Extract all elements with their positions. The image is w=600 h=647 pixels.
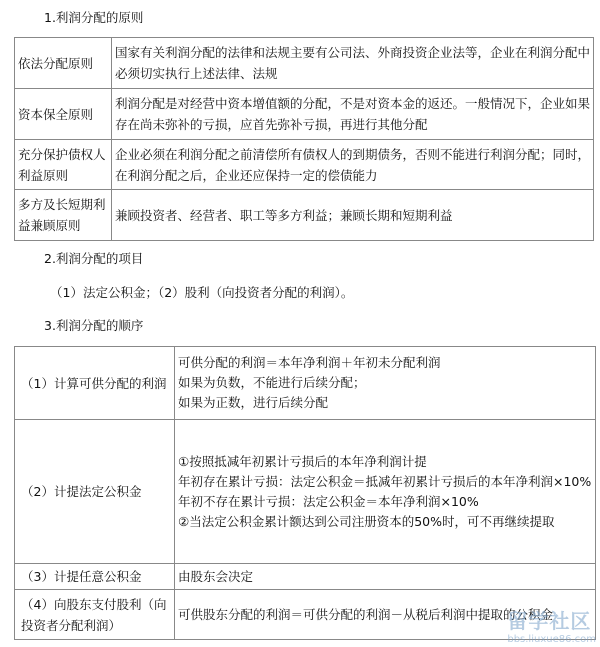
table-row <box>15 140 594 190</box>
step-desc <box>175 347 596 420</box>
desc-line: 年初不存在累计亏损：法定公积金＝本年净利润×10% <box>178 493 479 509</box>
desc-line: 可供股东分配的利润＝可供分配的利润－从税后利润中提取的公积金 <box>178 606 554 622</box>
principle-name: 依法分配原则 <box>15 38 112 89</box>
watermark-logo <box>507 605 596 645</box>
step-desc <box>175 564 596 590</box>
principle-desc: 国家有关利润分配的法律和法规主要有公司法、外商投资企业法等，企业在利润分配中必须切实执行上述法律、法规 <box>112 38 594 89</box>
principle-name: 多方及长短期利益兼顾原则 <box>15 190 112 241</box>
table-row <box>15 347 596 420</box>
section1-title: 1.利润分配的原则 <box>44 10 144 25</box>
step-name: （3）计提任意公积金 <box>15 564 175 590</box>
principle-desc: 兼顾投资者、经营者、职工等多方利益；兼顾长期和短期利益 <box>112 190 594 241</box>
table-row <box>15 564 596 590</box>
desc-line: 可供分配的利润＝本年净利润＋年初未分配利润 <box>178 355 441 370</box>
desc-line: ①按照抵减年初累计亏损后的本年净利润计提 <box>178 453 427 469</box>
desc-line: 如果为正数，进行后续分配 <box>178 395 329 410</box>
step-name: （1）计算可供分配的利润 <box>15 347 175 420</box>
section2-text: （1）法定公积金；（2）股利（向投资者分配的利润）。 <box>50 285 354 300</box>
desc-line: 由股东会决定 <box>178 568 254 584</box>
principles-table <box>14 37 594 241</box>
table-row <box>15 420 596 564</box>
step-name: （2）计提法定公积金 <box>15 420 175 564</box>
desc-line: 如果为负数，不能进行后续分配； <box>178 375 366 390</box>
desc-line: ②当法定公积金累计额达到公司注册资本的50%时，可不再继续提取 <box>178 513 555 529</box>
step-name: （4）向股东支付股利（向投资者分配利润） <box>15 590 175 640</box>
principle-name: 充分保护债权人利益原则 <box>15 140 112 190</box>
principle-desc: 利润分配是对经营中资本增值额的分配，不是对资本金的返还。一般情况下，企业如果存在尚未弥补的亏损，应首先弥补亏损，再进行其他分配 <box>112 89 594 140</box>
principle-desc: 企业必须在利润分配之前清偿所有债权人的到期债务，否则不能进行利润分配；同时，在利润分配之后，企业还应保持一定的偿债能力 <box>112 140 594 190</box>
step-desc <box>175 420 596 564</box>
section3-title: 3.利润分配的顺序 <box>44 318 144 333</box>
watermark-url: bbs.liuxue86.com <box>507 634 596 645</box>
desc-line: 年初存在累计亏损：法定公积金＝抵减年初累计亏损后的本年净利润×10% <box>178 473 592 489</box>
watermark-main: 留学社区 <box>507 609 592 633</box>
table-row <box>15 190 594 241</box>
table-row <box>15 38 594 89</box>
table-row <box>15 89 594 140</box>
distribution-order-table <box>14 346 596 640</box>
section2-title: 2.利润分配的项目 <box>44 251 144 266</box>
principle-name: 资本保全原则 <box>15 89 112 140</box>
